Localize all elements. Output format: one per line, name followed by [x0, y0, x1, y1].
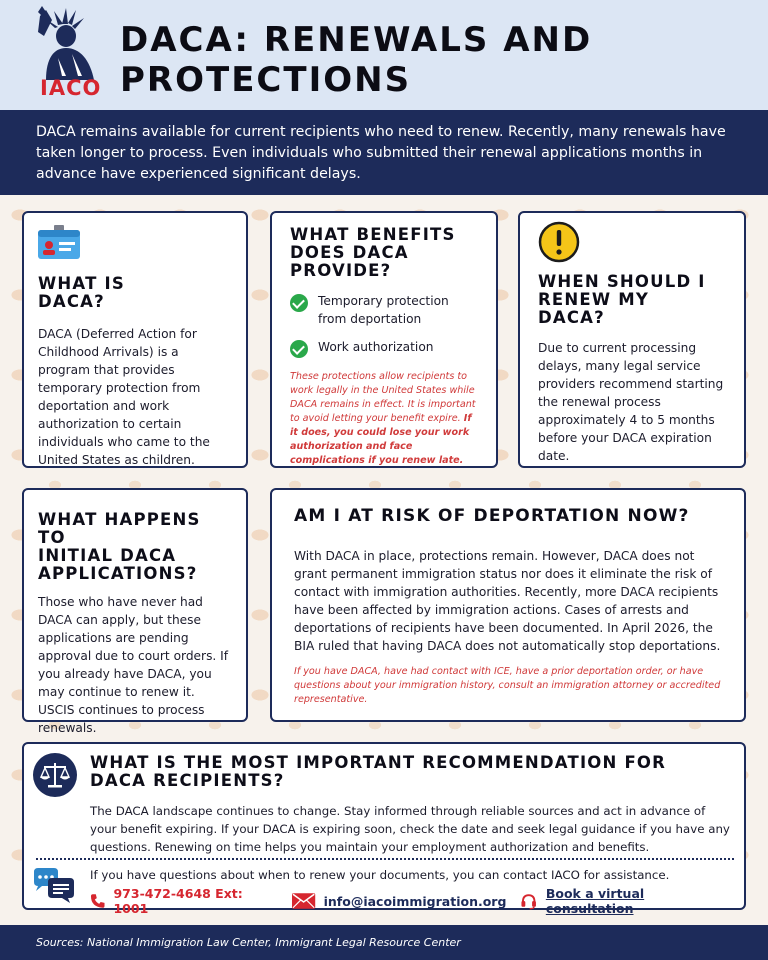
phone-number[interactable]: 973-472-4648 Ext: 1001 — [113, 886, 243, 916]
chat-bubbles-icon — [32, 868, 76, 904]
card-body: Those who have never had DACA can apply, but these applications are pending approval due to court orders. If you already have DACA, you may continue to renew it. USCIS continues to process renewals. — [38, 595, 229, 735]
card-body: DACA (Deferred Action for Childhood Arrivals) is a program that provides temporary protection from deportation and work authorization to certain individuals who came to the United States as children. — [38, 327, 210, 467]
check-circle-icon — [290, 294, 308, 312]
card-title: AM I AT RISK OF DEPORTATION NOW? — [294, 506, 690, 526]
card-title: WHAT IS THE MOST IMPORTANT RECOMMENDATION FOR DACA RECIPIENTS? — [90, 753, 667, 790]
card-what-is-daca — [22, 211, 248, 468]
check-circle-icon — [290, 340, 308, 358]
benefit-item: Work authorization — [290, 338, 478, 358]
card-title: WHAT IS DACA? — [38, 274, 125, 311]
intro-banner: DACA remains available for current recipients who need to renew. Recently, many renewals have taken longer to process. Even individuals who submitted their renewal applications months in advance have experienced significant delays. — [0, 110, 768, 195]
contact-intro: If you have questions about when to renew your documents, you can contact IACO for assistance. — [90, 868, 670, 882]
page-title: DACA: RENEWALS AND PROTECTIONS — [120, 20, 593, 100]
card-when-renew — [518, 211, 746, 468]
id-card-icon — [38, 225, 80, 261]
card-title: WHAT HAPPENS TO INITIAL DACA APPLICATIONS? — [38, 510, 201, 583]
scales-icon — [32, 752, 78, 798]
card-recommendation — [22, 742, 746, 916]
contact-row — [90, 886, 730, 916]
card-initial-applications — [22, 488, 248, 735]
envelope-icon — [292, 893, 315, 909]
benefit-item: Temporary protection from deportation — [290, 292, 478, 328]
sources-footer: Sources: National Immigration Law Center, Immigrant Legal Resource Center — [0, 925, 768, 960]
card-benefits — [270, 211, 498, 468]
page-header — [0, 0, 768, 110]
risk-note: If you have DACA, have had contact with ICE, have a prior deportation order, or have questions about your immigration history, consult an immigration attorney or accredited representative. — [294, 666, 721, 705]
exclamation-icon — [538, 221, 580, 263]
card-deportation-risk — [270, 488, 746, 722]
phone-icon — [90, 893, 105, 909]
headset-icon — [520, 892, 537, 910]
card-title: WHAT BENEFITS DOES DACA PROVIDE? — [290, 225, 456, 280]
card-body: Due to current processing delays, many legal service providers recommend starting the renewal process approximately 4 to 5 months before your DACA expiration date. — [538, 341, 724, 463]
benefits-note: These protections allow recipients to work legally in the United States while DACA remains in effect. It is important to avoid letting your benefit expire. If it does, you could lose your work authorization and face complications if you renew late. — [290, 371, 476, 466]
logo-text: IACO — [40, 76, 102, 100]
divider — [36, 858, 734, 860]
card-title: WHEN SHOULD I RENEW MY DACA? — [538, 272, 706, 327]
consultation-link[interactable]: Book a virtual consultation — [545, 886, 645, 916]
card-body: The DACA landscape continues to change. Stay informed through reliable sources and act in advance of your benefit expiring. If your DACA is expiring soon, check the date and seek legal guidance if you have any questions. Renewing on time helps you maintain your employment authorization and benefits. — [90, 804, 730, 854]
email-link[interactable]: info@iacoimmigration.org — [323, 893, 507, 909]
card-body: With DACA in place, protections remain. However, DACA does not grant permanent immigration status nor does it eliminate the risk of contact with immigration authorities. Recently, more DACA recipients have been affected by immigration actions. Cases of arrests and deportations of recipients have been documented. In April 2026, the BIA ruled that having DACA does not automatically stop deportations. — [294, 549, 721, 653]
